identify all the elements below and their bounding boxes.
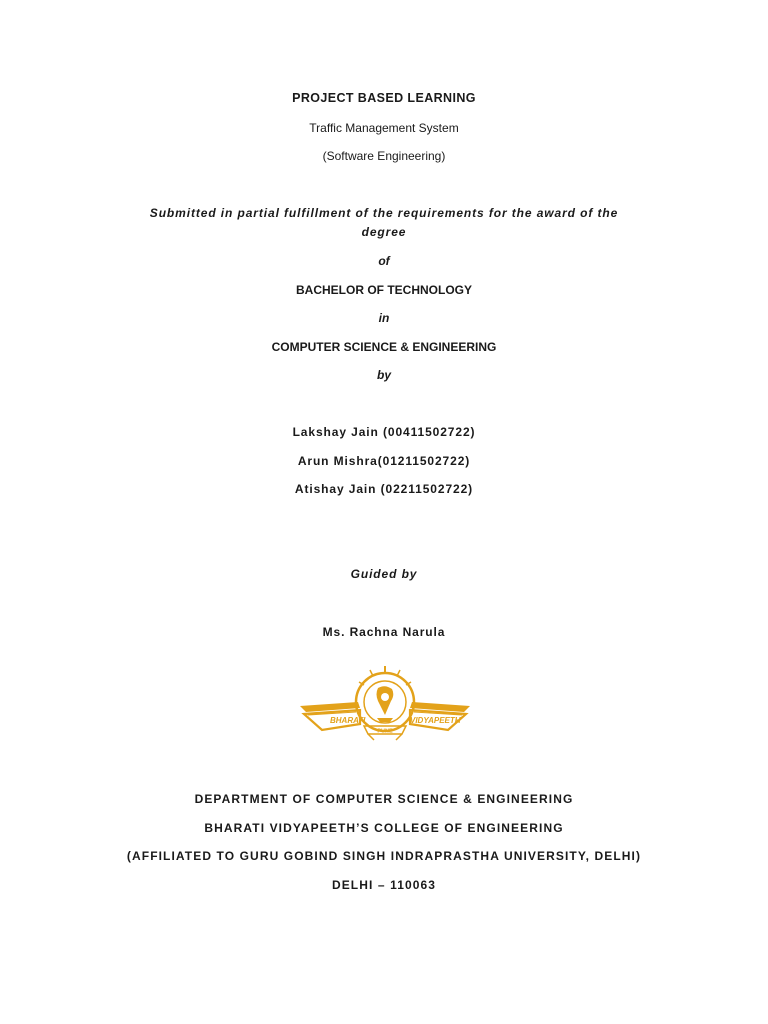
logo-left-text: BHARATI [330,716,366,725]
college-name: BHARATI VIDYAPEETH’S COLLEGE OF ENGINEERING [204,821,564,835]
logo-right-text: VIDYAPEETH [410,716,461,725]
project-name: Traffic Management System [309,121,459,135]
college-logo [298,662,472,744]
in-label: in [378,311,390,325]
submission-statement: Submitted in partial fulfillment of the requirements for the award of the degree [149,206,619,239]
department-name: DEPARTMENT OF COMPUTER SCIENCE & ENGINEERING [194,792,574,806]
degree-name: BACHELOR OF TECHNOLOGY [296,283,472,297]
guide-name: Ms. Rachna Narula [322,625,446,639]
report-title: PROJECT BASED LEARNING [292,91,476,105]
guided-by-label: Guided by [350,567,418,581]
student-name: Arun Mishra(01211502722) [297,454,471,468]
of-label: of [378,254,390,268]
by-label: by [376,368,391,382]
subject-name: (Software Engineering) [322,149,446,163]
logo-ribbon-text: PUNE [377,728,393,735]
university-affiliation: (AFFILIATED TO GURU GOBIND SINGH INDRAPRASTHA UNIVERSITY, DELHI) [126,849,642,863]
student-name: Atishay Jain (02211502722) [294,482,474,496]
branch-name: COMPUTER SCIENCE & ENGINEERING [271,340,497,354]
city-pincode: DELHI – 110063 [331,878,437,892]
student-name: Lakshay Jain (00411502722) [292,425,476,439]
